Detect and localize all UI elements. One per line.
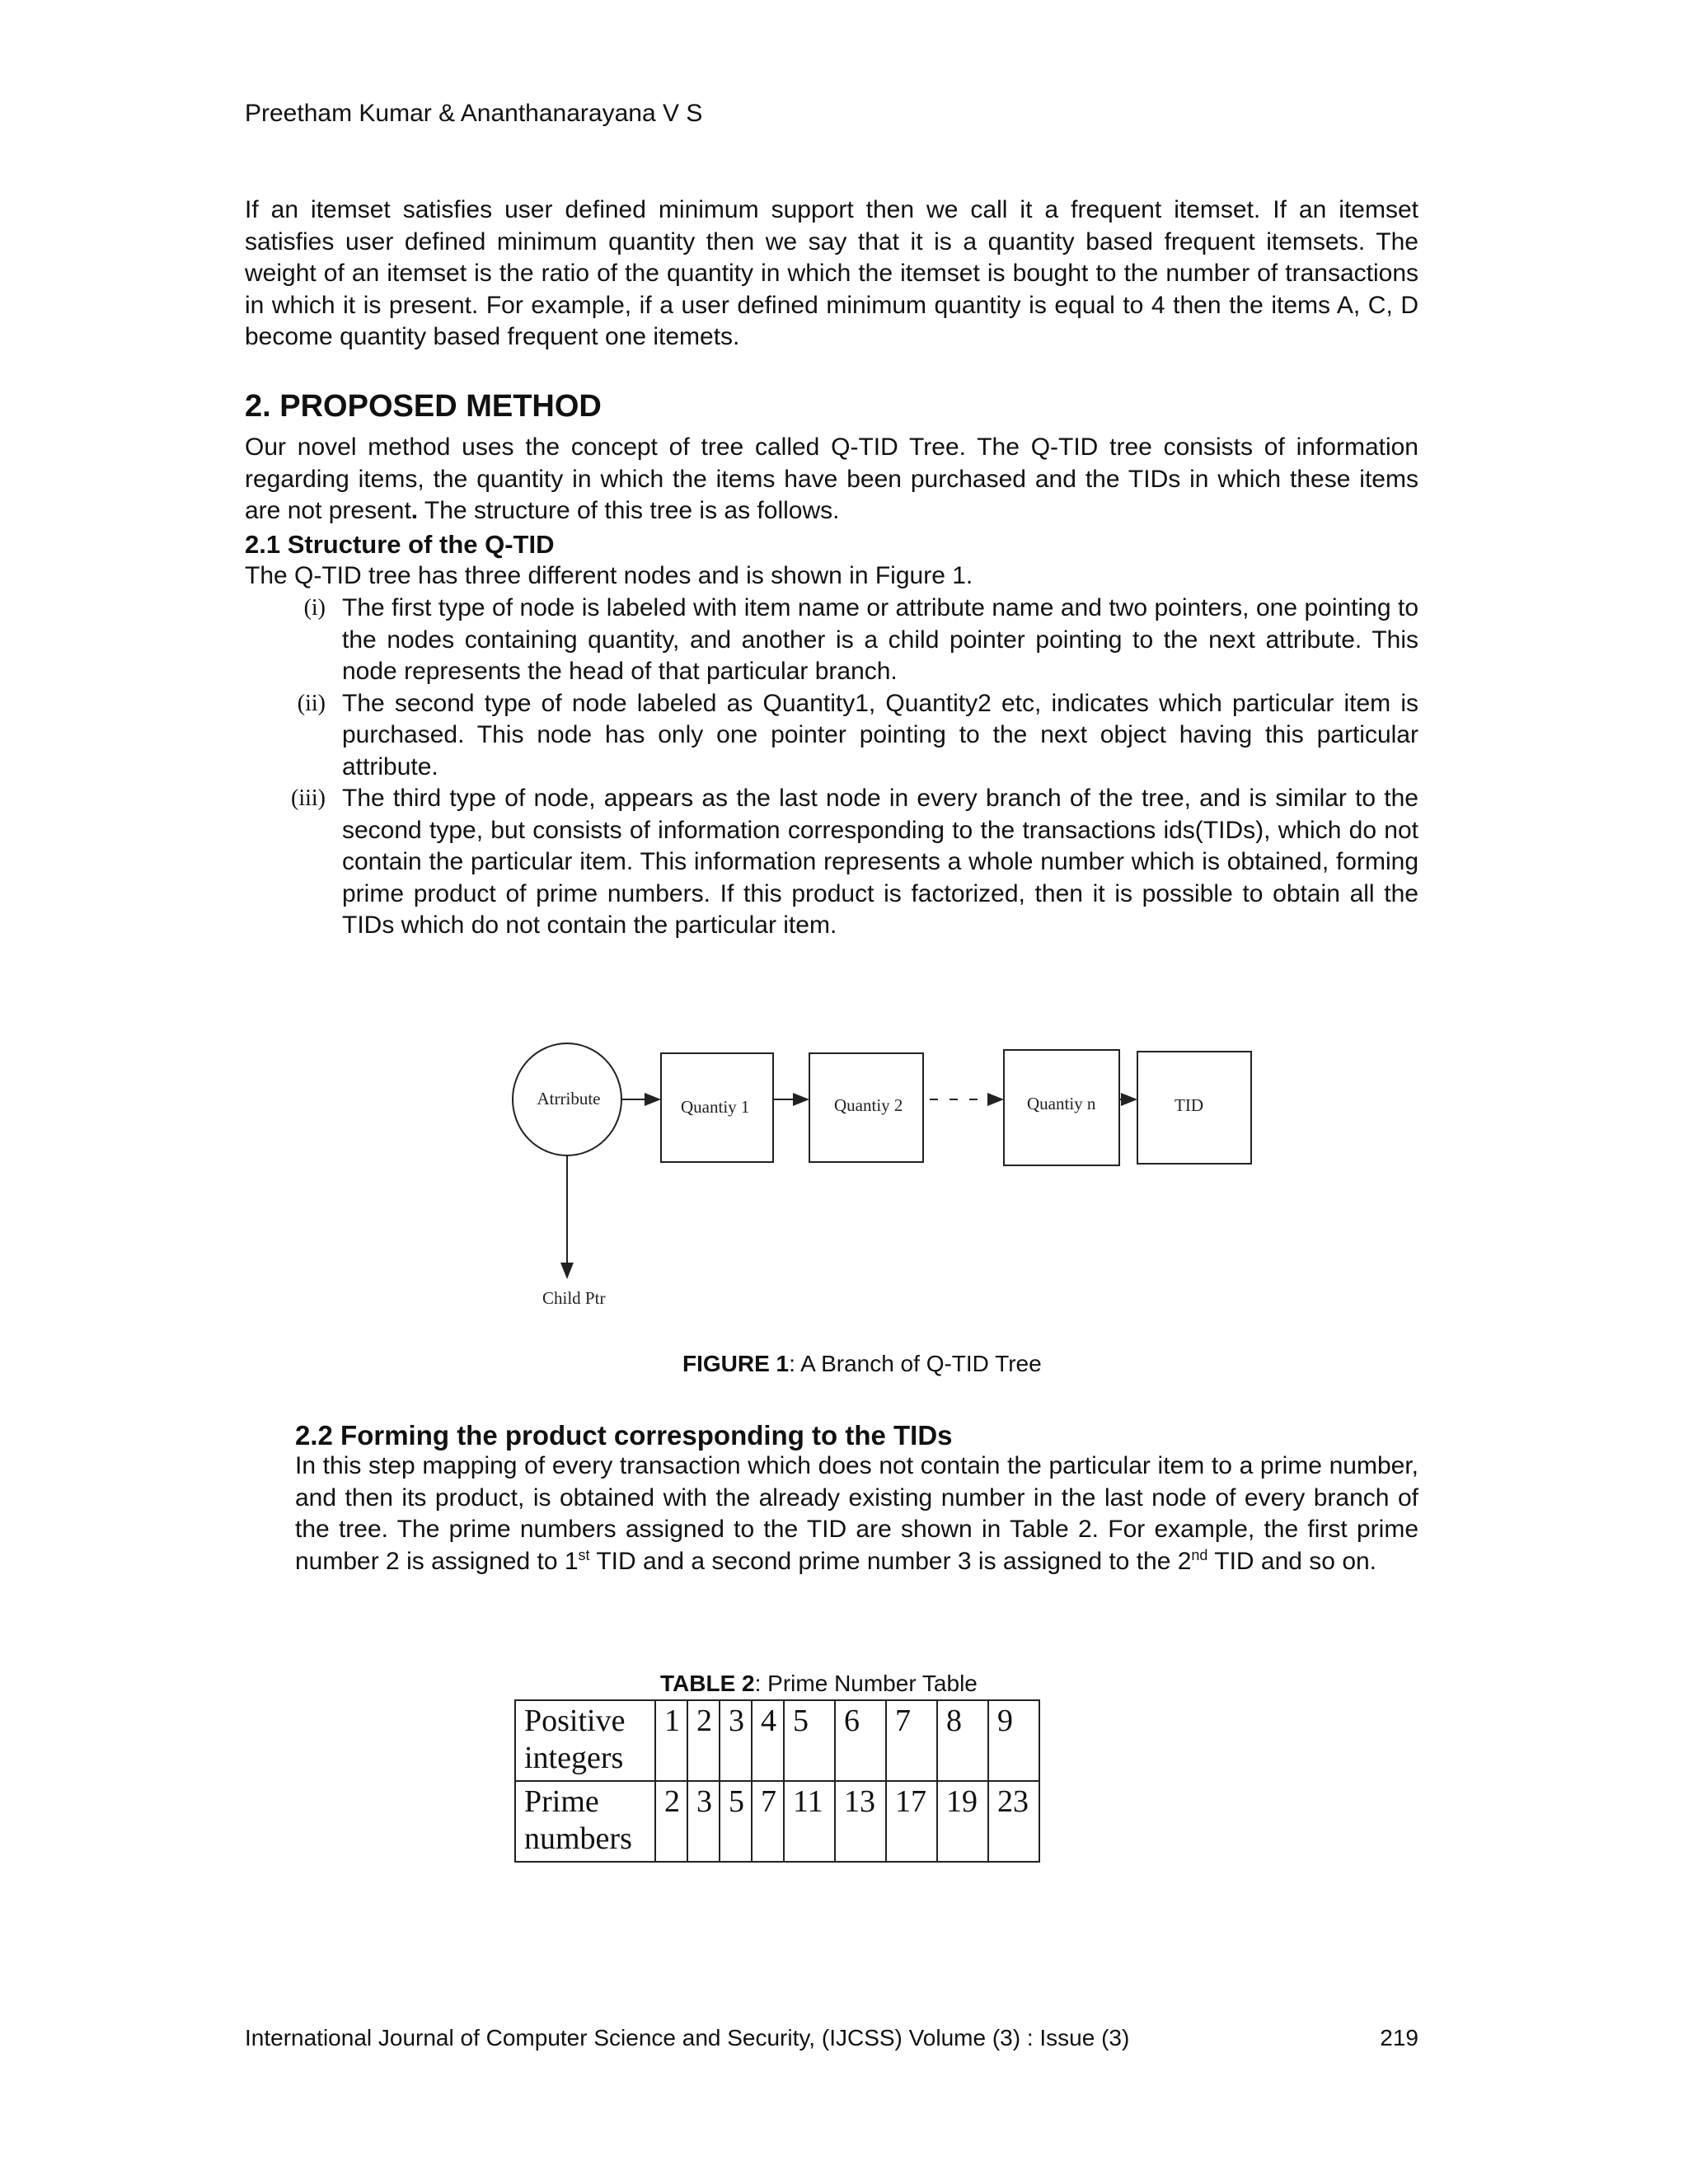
list-item bbox=[245, 783, 1418, 942]
table-row bbox=[515, 1700, 1039, 1781]
superscript-st: st bbox=[578, 1546, 590, 1563]
journal-citation: International Journal of Computer Science and Security, (IJCSS) Volume (3) : Issue (3) bbox=[245, 2025, 1130, 2050]
table-cell: 8 bbox=[937, 1700, 988, 1781]
table-row bbox=[515, 1781, 1039, 1862]
figure-1-caption bbox=[0, 1350, 1688, 1378]
table-2-caption bbox=[0, 1670, 1688, 1698]
table-caption-text: : Prime Number Table bbox=[754, 1671, 978, 1696]
table-cell: 2 bbox=[655, 1781, 687, 1862]
prime-number-table bbox=[514, 1699, 1040, 1863]
section-2-2-paragraph bbox=[295, 1451, 1418, 1577]
tid-node-label: TID bbox=[1175, 1095, 1203, 1115]
quantity-1-label: Quantiy 1 bbox=[681, 1097, 750, 1117]
table-cell: 2 bbox=[687, 1700, 720, 1781]
table-cell: 3 bbox=[687, 1781, 720, 1862]
list-item-text: The first type of node is labeled with item name or attribute name and two pointers, one pointing to the nodes containing quantity, and another is a child pointer pointing to the next attribute. This node represents the head of that particular branch. bbox=[342, 594, 1418, 685]
row-header: Positive integers bbox=[515, 1700, 655, 1781]
section-2-1-heading: 2.1 Structure of the Q-TID bbox=[245, 530, 555, 559]
row-header: Prime numbers bbox=[515, 1781, 655, 1862]
attribute-node-label: Atrribute bbox=[537, 1089, 601, 1108]
section-2-text: Our novel method uses the concept of tree called Q-TID Tree. The Q-TID tree consists of information regarding items, the quantity in which the items have been purchased and the TIDs in which these items are not present bbox=[245, 434, 1418, 524]
figure-1-diagram bbox=[495, 1030, 1269, 1327]
section-2-2-text: In this step mapping of every transaction which does not contain the particular item to a prime number, and then its product, is obtained with the already existing number in the last node of every branch of the tree. The prime numbers assigned to the TID are shown in Table 2. For example, the first prime number 2 is assigned to 1 bbox=[295, 1452, 1418, 1575]
list-item bbox=[245, 688, 1418, 784]
superscript-nd: nd bbox=[1191, 1546, 1208, 1563]
quantity-2-label: Quantiy 2 bbox=[834, 1095, 903, 1115]
intro-paragraph: If an itemset satisfies user defined minimum support then we call it a frequent itemset. If an itemset satisfies user defined minimum quantity then we say that it is a quantity based frequent itemsets. The weight of an itemset is the ratio of the quantity in which the itemset is bought to the number of transactions in which it is present. For example, if a user defined minimum quantity is equal to 4 then the items A, C, D become quantity based frequent one itemets. bbox=[245, 196, 1418, 350]
page-number: 219 bbox=[1380, 2025, 1418, 2050]
table-cell: 6 bbox=[835, 1700, 886, 1781]
table-cell: 1 bbox=[655, 1700, 687, 1781]
running-head: Preetham Kumar & Ananthanarayana V S bbox=[245, 100, 703, 127]
table-cell: 11 bbox=[784, 1781, 835, 1862]
table-cell: 3 bbox=[720, 1700, 752, 1781]
section-2-2-heading: 2.2 Forming the product corresponding to the TIDs bbox=[295, 1420, 953, 1451]
table-cell: 23 bbox=[988, 1781, 1039, 1862]
section-2-2-text: TID and a second prime number 3 is assigned to the 2 bbox=[589, 1547, 1192, 1575]
list-item bbox=[245, 593, 1418, 688]
section-2-2-text: TID and so on. bbox=[1207, 1547, 1377, 1575]
list-item-text: The second type of node labeled as Quantity1, Quantity2 etc, indicates which particular item is purchased. This node has only one pointer pointing to the next object having this particular attribute. bbox=[342, 689, 1418, 780]
figure-caption-label: FIGURE 1 bbox=[682, 1351, 790, 1376]
figure-caption-text: : A Branch of Q-TID Tree bbox=[789, 1351, 1042, 1376]
table-cell: 17 bbox=[886, 1781, 937, 1862]
child-pointer-label: Child Ptr bbox=[542, 1288, 606, 1308]
section-2-1-intro: The Q-TID tree has three different nodes and is shown in Figure 1. bbox=[245, 562, 973, 589]
page-footer bbox=[245, 2023, 1418, 2053]
table-cell: 9 bbox=[988, 1700, 1039, 1781]
list-item-number: (ii) bbox=[297, 690, 326, 716]
quantity-n-label: Quantiy n bbox=[1027, 1094, 1096, 1113]
table-cell: 5 bbox=[784, 1700, 835, 1781]
list-item-number: (i) bbox=[303, 595, 326, 621]
section-2-heading: 2. PROPOSED METHOD bbox=[245, 389, 602, 424]
section-2-paragraph bbox=[245, 432, 1418, 527]
table-cell: 4 bbox=[752, 1700, 784, 1781]
list-item-text: The third type of node, appears as the last node in every branch of the tree, and is similar to the second type, but consists of information corresponding to the transactions ids(TIDs), which do not contain the particular item. This information represents a whole number which is obtained, forming prime product of prime numbers. If this product is factorized, then it is possible to obtain all the TIDs which do not contain the particular item. bbox=[342, 785, 1418, 939]
table-cell: 7 bbox=[886, 1700, 937, 1781]
table-cell: 5 bbox=[720, 1781, 752, 1862]
section-2-period: . bbox=[410, 497, 419, 524]
node-type-list bbox=[245, 593, 1418, 942]
table-cell: 7 bbox=[752, 1781, 784, 1862]
table-caption-label: TABLE 2 bbox=[660, 1671, 755, 1696]
section-2-text-end: The structure of this tree is as follows. bbox=[418, 497, 840, 524]
list-item-number: (iii) bbox=[291, 785, 326, 811]
table-cell: 19 bbox=[937, 1781, 988, 1862]
table-cell: 13 bbox=[835, 1781, 886, 1862]
